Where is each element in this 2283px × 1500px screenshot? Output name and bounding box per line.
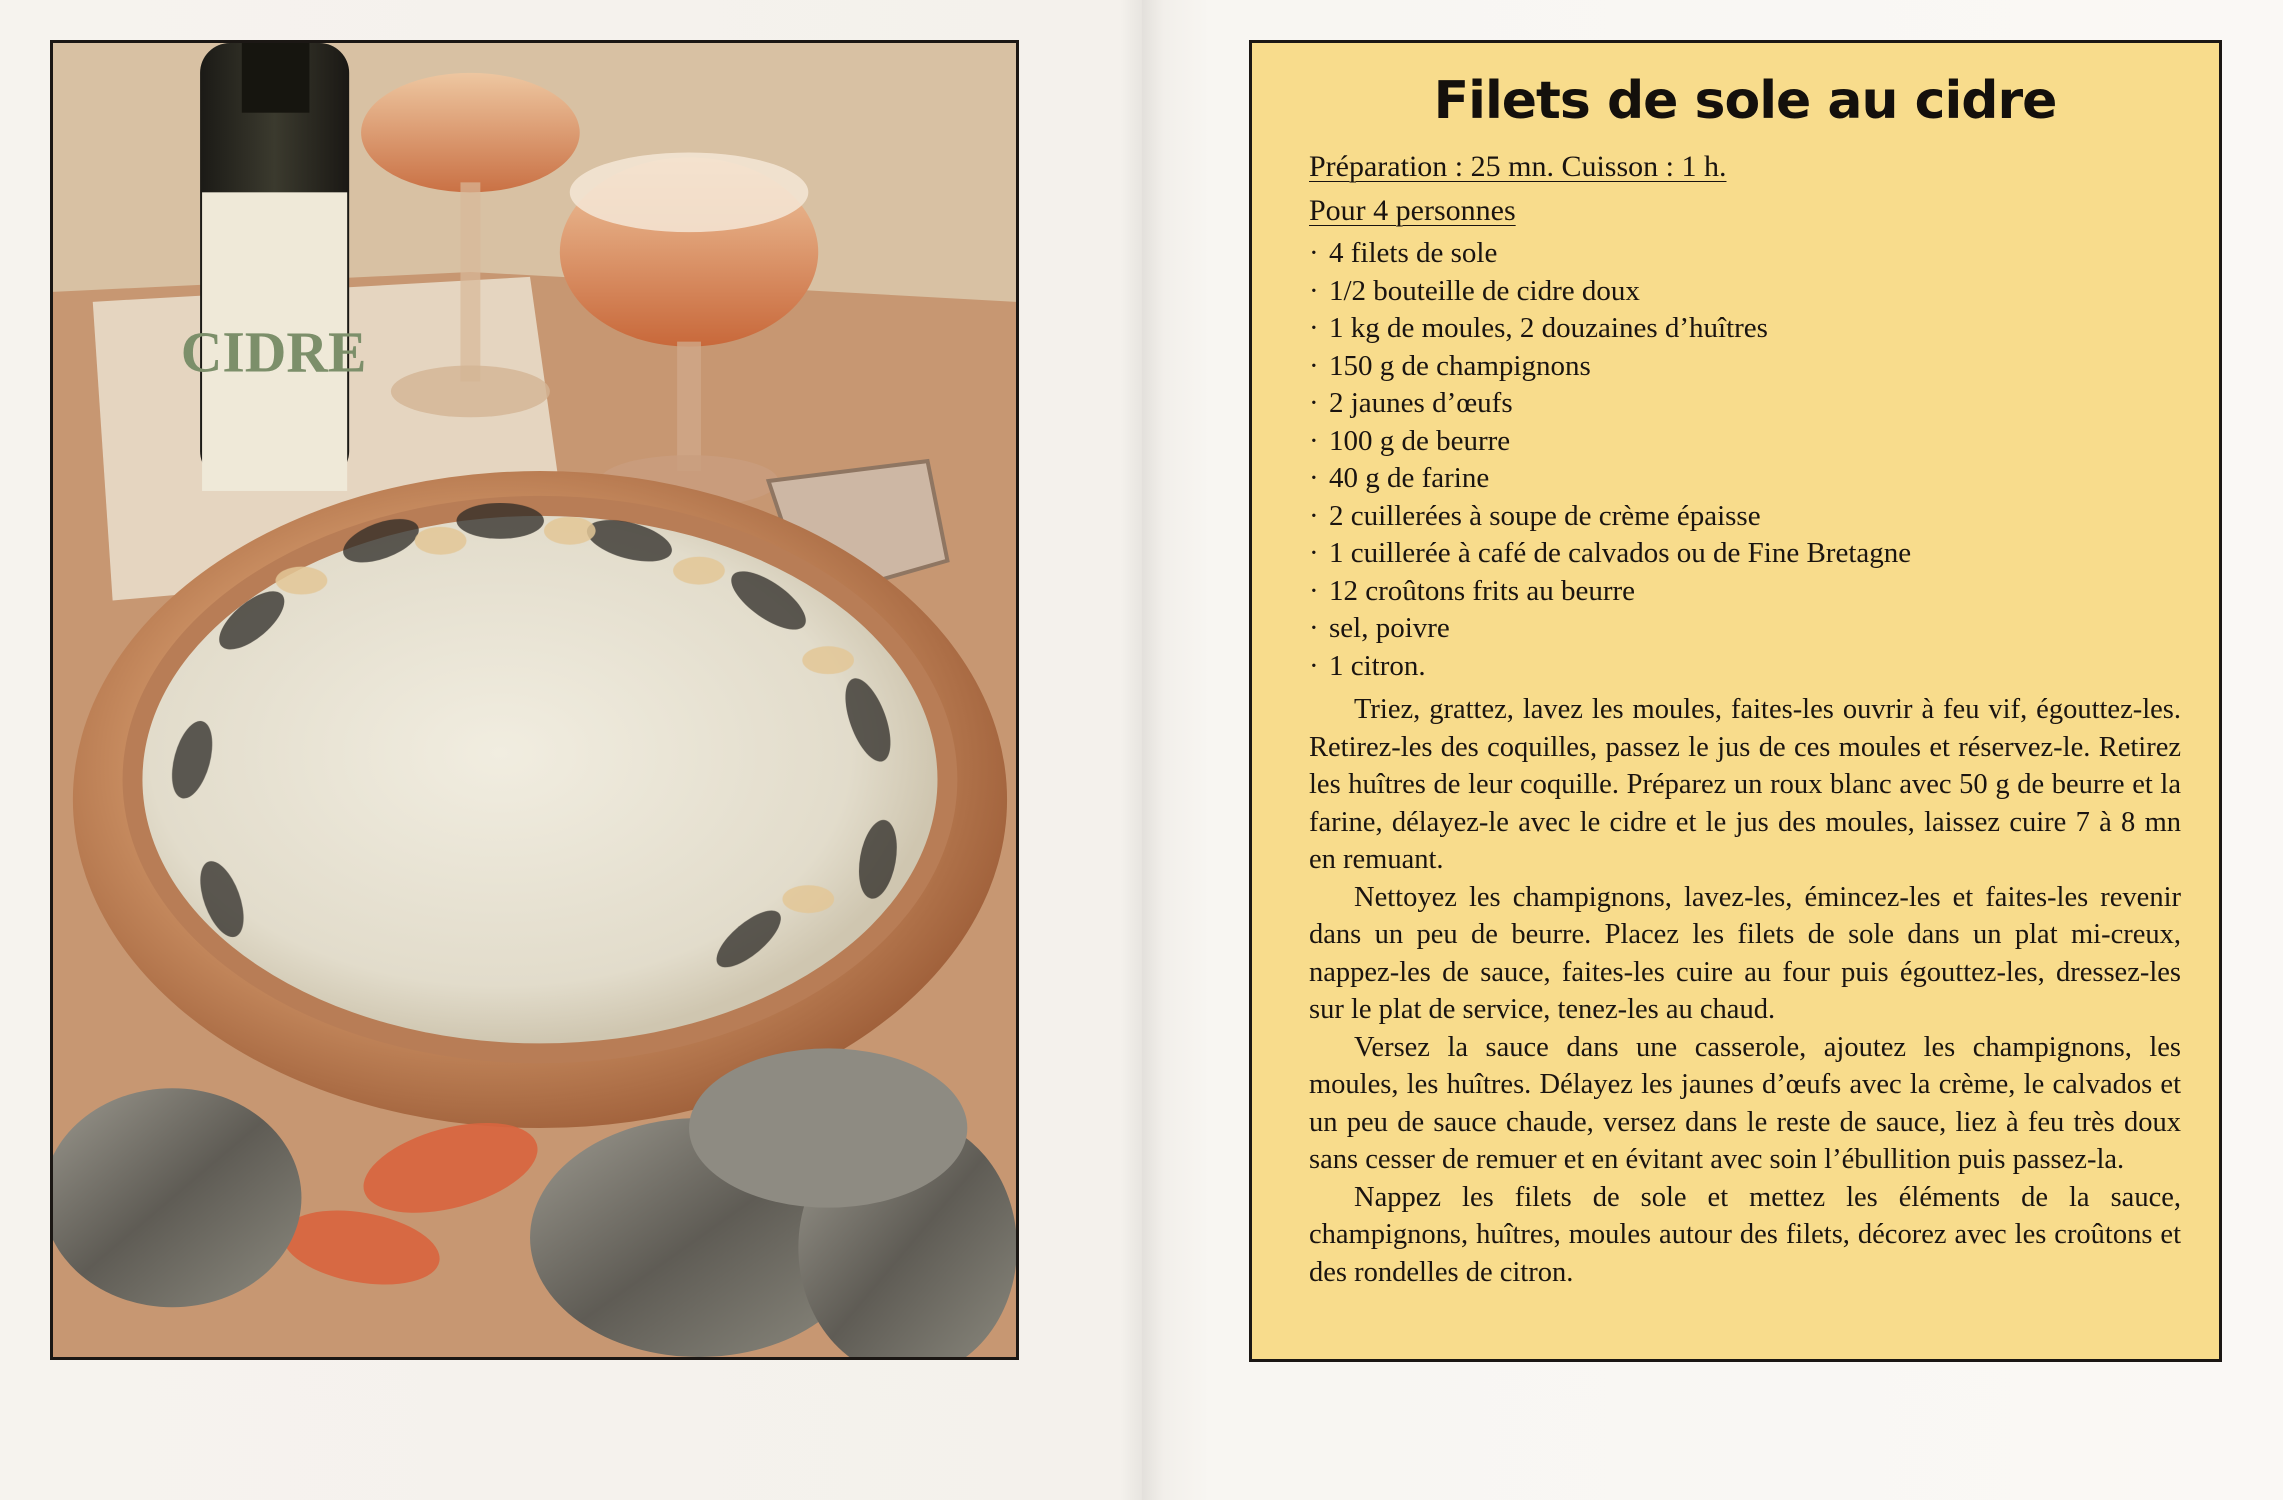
recipe-step: Nappez les filets de sole et mettez les éléments de la sauce, champignons, huîtres, moules autour des filets, décorez avec les croûtons et des rondelles de citron. [1309, 1181, 2181, 1288]
ingredient-item: · 1/2 bouteille de cidre doux [1309, 273, 2181, 311]
ingredient-item: · 1 kg de moules, 2 douzaines d’huîtres [1309, 310, 2181, 348]
ingredient-item: · 2 cuillerées à soupe de crème épaisse [1309, 498, 2181, 536]
ingredient-item: · 100 g de beurre [1309, 423, 2181, 461]
servings: Pour 4 personnes [1309, 194, 1516, 227]
ingredient-item: · 150 g de champignons [1309, 348, 2181, 386]
recipe-step: Triez, grattez, lavez les moules, faites-les ouvrir à feu vif, égouttez-les. Retirez-les des coquilles, passez le jus de ces moules et réservez-le. Retirez les huîtres de leur coquille. Préparez un roux blanc avec 50 g de beurre et la farine, délayez-le avec le cidre et le jus des moules, laissez cuire 7 à 8 mn en remuant. [1309, 694, 2181, 875]
ingredient-item: · 40 g de farine [1309, 460, 2181, 498]
dish-illustration [53, 43, 1016, 1357]
ingredient-item: · 1 cuillerée à café de calvados ou de Fine Bretagne [1309, 535, 2181, 573]
recipe-step: Nettoyez les champignons, lavez-les, émincez-les et faites-les revenir dans un peu de beurre. Placez les filets de sole dans un plat mi-creux, nappez-les de sauce, faites-les cuire au four puis égouttez-les, dressez-les sur le plat de service, tenez-les au chaud. [1309, 881, 2181, 1025]
cider-bottle [181, 43, 367, 491]
bottle-label: CIDRE [180, 321, 367, 385]
ingredient-item: · sel, poivre [1309, 610, 2181, 648]
ingredient-item: · 2 jaunes d’œufs [1309, 385, 2181, 423]
ingredient-item: · 12 croûtons frits au beurre [1309, 573, 2181, 611]
dish-photo [50, 40, 1019, 1360]
recipe-step: Versez la sauce dans une casserole, ajoutez les champignons, les moules, les huîtres. Délayez les jaunes d’œufs avec la crème, le calvados et un peu de sauce chaude, versez dans le reste de sauce, liez à feu très doux sans cesser de remuer et en évitant avec soin l’ébullition puis passez-la. [1309, 1031, 2181, 1175]
ingredient-list [1309, 235, 2181, 685]
ingredient-item: · 1 citron. [1309, 648, 2181, 686]
book-gutter [1120, 0, 1164, 1500]
recipe-title: Filets de sole au cidre [1433, 71, 2057, 131]
ingredient-item: · 4 filets de sole [1309, 235, 2181, 273]
recipe-card [1249, 40, 2222, 1362]
preparation-time: Préparation : 25 mn. Cuisson : 1 h. [1309, 150, 1727, 183]
